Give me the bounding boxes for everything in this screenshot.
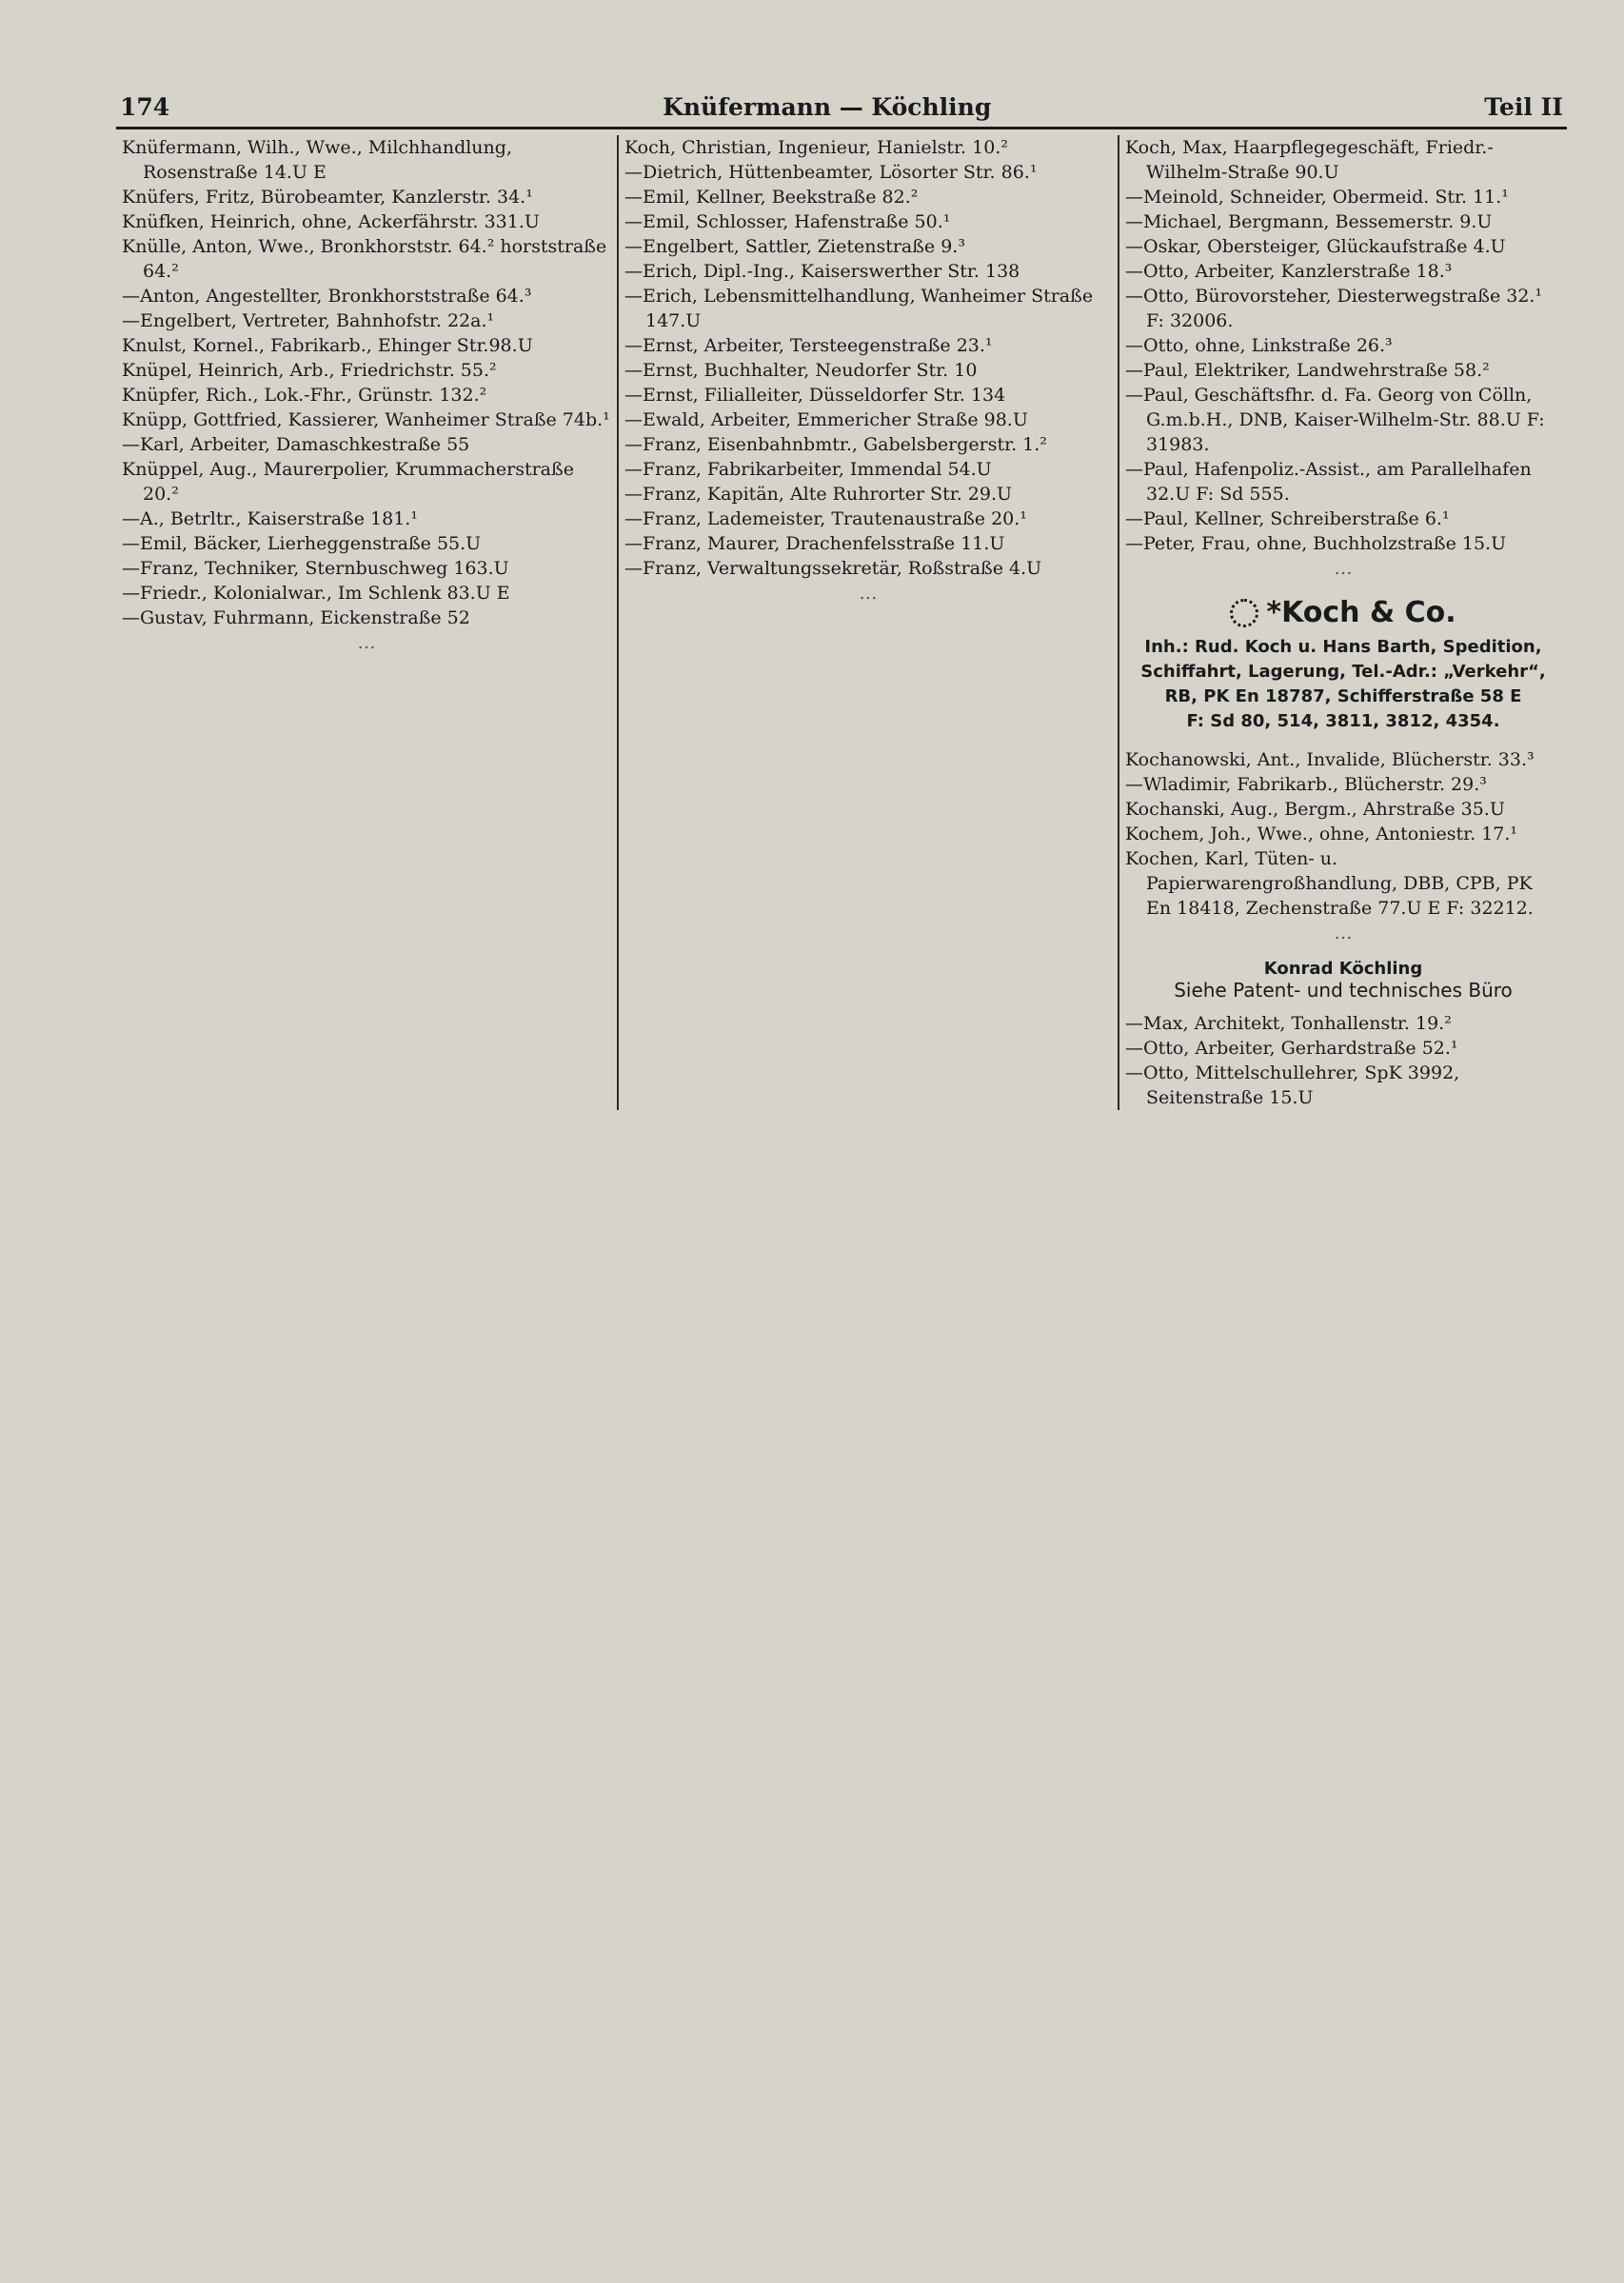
list-item: Knüfermann, Wilh., Wwe., Milchhandlung, Rosenstraße 14.U E xyxy=(122,137,512,183)
columns xyxy=(116,135,1567,1110)
ad-body xyxy=(1125,635,1561,734)
list-item: —Franz, Lademeister, Trautenaustraße 20.¹ xyxy=(624,508,1027,529)
column-2 xyxy=(617,135,1118,1110)
list-item: —Paul, Geschäftsfhr. d. Fa. Georg von Cölln, G.m.b.H., DNB, Kaiser-Wilhelm-Str. 88.U F: 31983. xyxy=(1125,385,1545,455)
page-header xyxy=(116,93,1567,127)
list-item: Kochanski, Aug., Bergm., Ahrstraße 35.U xyxy=(1125,799,1505,820)
list-item: —Peter, Frau, ohne, Buchholzstraße 15.U xyxy=(1125,533,1507,554)
ad-line: Schiffahrt, Lagerung, Tel.-Adr.: „Verkehr“, xyxy=(1140,662,1546,682)
ad-company-name: *Koch & Co. xyxy=(1266,596,1456,629)
list-item: Knülle, Anton, Wwe., Bronkhorststr. 64.² horststraße 64.² xyxy=(122,236,607,282)
list-item: Kochanowski, Ant., Invalide, Blücherstr. 33.³ xyxy=(1125,749,1535,770)
list-item: —Erich, Lebensmittelhandlung, Wanheimer Straße 147.U xyxy=(624,286,1094,331)
list-item: —Franz, Maurer, Drachenfelsstraße 11.U xyxy=(624,533,1005,554)
list-item: —Oskar, Obersteiger, Glückaufstraße 4.U xyxy=(1125,236,1506,257)
list-item: —Otto, Arbeiter, Gerhardstraße 52.¹ xyxy=(1125,1038,1458,1059)
list-item: Kochen, Karl, Tüten- u. Papierwarengroßhandlung, DBB, CPB, PK En 18418, Zechenstraße 77.U E F: 32212. xyxy=(1125,848,1534,919)
running-title: Knüfermann — Köchling xyxy=(663,93,992,121)
list-item: —Gustav, Fuhrmann, Eickenstraße 52 xyxy=(122,607,470,628)
list-item: —Dietrich, Hüttenbeamter, Lösorter Str. 86.¹ xyxy=(624,162,1038,183)
list-item: —Ernst, Buchhalter, Neudorfer Str. 10 xyxy=(624,360,978,381)
subheading-konrad-koechling: Konrad Köchling xyxy=(1263,959,1423,979)
list-item: Knüpfer, Rich., Lok.-Fhr., Grünstr. 132.² xyxy=(122,385,487,406)
column-3 xyxy=(1118,135,1567,1110)
list-item: —Anton, Angestellter, Bronkhorststraße 64.³ xyxy=(122,286,532,307)
list-item: —Franz, Eisenbahnbmtr., Gabelsbergerstr. 1.² xyxy=(624,434,1047,455)
page-number: 174 xyxy=(120,93,170,121)
list-item: —Paul, Hafenpoliz.-Assist., am Parallelhafen 32.U F: Sd 555. xyxy=(1125,459,1532,505)
ad-line: RB, PK En 18787, Schifferstraße 58 E xyxy=(1164,686,1522,706)
list-item: —Franz, Kapitän, Alte Ruhrorter Str. 29.U xyxy=(624,484,1013,505)
list-item: —A., Betrltr., Kaiserstraße 181.¹ xyxy=(122,508,418,529)
list-item: Koch, Max, Haarpflegegeschäft, Friedr.-Wilhelm-Straße 90.U xyxy=(1125,137,1494,183)
list-item: —Paul, Kellner, Schreiberstraße 6.¹ xyxy=(1125,508,1450,529)
list-item: —Franz, Fabrikarbeiter, Immendal 54.U xyxy=(624,459,992,480)
header-rule xyxy=(116,127,1567,129)
list-item: —Otto, Arbeiter, Kanzlerstraße 18.³ xyxy=(1125,261,1453,282)
list-item: —Paul, Elektriker, Landwehrstraße 58.² xyxy=(1125,360,1490,381)
list-item: —Ernst, Arbeiter, Tersteegenstraße 23.¹ xyxy=(624,335,993,356)
list-item: —Erich, Dipl.-Ing., Kaiserswerther Str. 138 xyxy=(624,261,1020,282)
list-item: —Otto, ohne, Linkstraße 26.³ xyxy=(1125,335,1393,356)
list-item: —Michael, Bergmann, Bessemerstr. 9.U xyxy=(1125,211,1493,232)
subheading-note: Siehe Patent- und technisches Büro xyxy=(1174,979,1513,1002)
list-item: —Franz, Verwaltungssekretär, Roßstraße 4.U xyxy=(624,558,1042,579)
list-item: Knüfers, Fritz, Bürobeamter, Kanzlerstr. 34.¹ xyxy=(122,187,533,208)
ad-title xyxy=(1125,596,1561,629)
elision-marker: … xyxy=(357,632,376,653)
list-item: —Friedr., Kolonialwar., Im Schlenk 83.U E xyxy=(122,583,510,604)
list-item: —Ernst, Filialleiter, Düsseldorfer Str. 134 xyxy=(624,385,1006,406)
list-item: Koch, Christian, Ingenieur, Hanielstr. 10.² xyxy=(624,137,1008,158)
list-item: —Ewald, Arbeiter, Emmericher Straße 98.U xyxy=(624,409,1028,430)
list-item: —Max, Architekt, Tonhallenstr. 19.² xyxy=(1125,1013,1452,1034)
list-item: —Wladimir, Fabrikarb., Blücherstr. 29.³ xyxy=(1125,774,1487,795)
list-item: Knüppel, Aug., Maurerpolier, Krummacherstraße 20.² xyxy=(122,459,574,505)
part-label: Teil II xyxy=(1484,93,1563,121)
column-1 xyxy=(116,135,617,1110)
list-item: —Emil, Bäcker, Lierheggenstraße 55.U xyxy=(122,533,482,554)
list-item: Knüpp, Gottfried, Kassierer, Wanheimer Straße 74b.¹ xyxy=(122,409,610,430)
company-logo-icon xyxy=(1230,599,1258,627)
list-item: —Otto, Mittelschullehrer, SpK 3992, Seitenstraße 15.U xyxy=(1125,1062,1460,1108)
list-item: Knüpel, Heinrich, Arb., Friedrichstr. 55.² xyxy=(122,360,497,381)
list-item: Knüfken, Heinrich, ohne, Ackerfährstr. 331.U xyxy=(122,211,540,232)
list-item: —Engelbert, Sattler, Zietenstraße 9.³ xyxy=(624,236,965,257)
list-item: —Otto, Bürovorsteher, Diesterwegstraße 32.¹ F: 32006. xyxy=(1125,286,1543,331)
ad-line: F: Sd 80, 514, 3811, 3812, 4354. xyxy=(1186,711,1500,731)
list-item: —Franz, Techniker, Sternbuschweg 163.U xyxy=(122,558,509,579)
elision-marker: … xyxy=(1334,923,1353,943)
advertisement-koch-co xyxy=(1125,596,1561,734)
elision-marker: … xyxy=(1334,558,1353,579)
elision-marker: … xyxy=(859,583,878,604)
list-item: Knulst, Kornel., Fabrikarb., Ehinger Str.98.U xyxy=(122,335,533,356)
list-item: —Engelbert, Vertreter, Bahnhofstr. 22a.¹ xyxy=(122,310,495,331)
ad-line: Inh.: Rud. Koch u. Hans Barth, Spedition, xyxy=(1144,637,1542,657)
list-item: —Karl, Arbeiter, Damaschkestraße 55 xyxy=(122,434,470,455)
list-item: —Emil, Schlosser, Hafenstraße 50.¹ xyxy=(624,211,951,232)
list-item: Kochem, Joh., Wwe., ohne, Antoniestr. 17.¹ xyxy=(1125,824,1518,844)
list-item: —Emil, Kellner, Beekstraße 82.² xyxy=(624,187,919,208)
list-item: —Meinold, Schneider, Obermeid. Str. 11.¹ xyxy=(1125,187,1509,208)
